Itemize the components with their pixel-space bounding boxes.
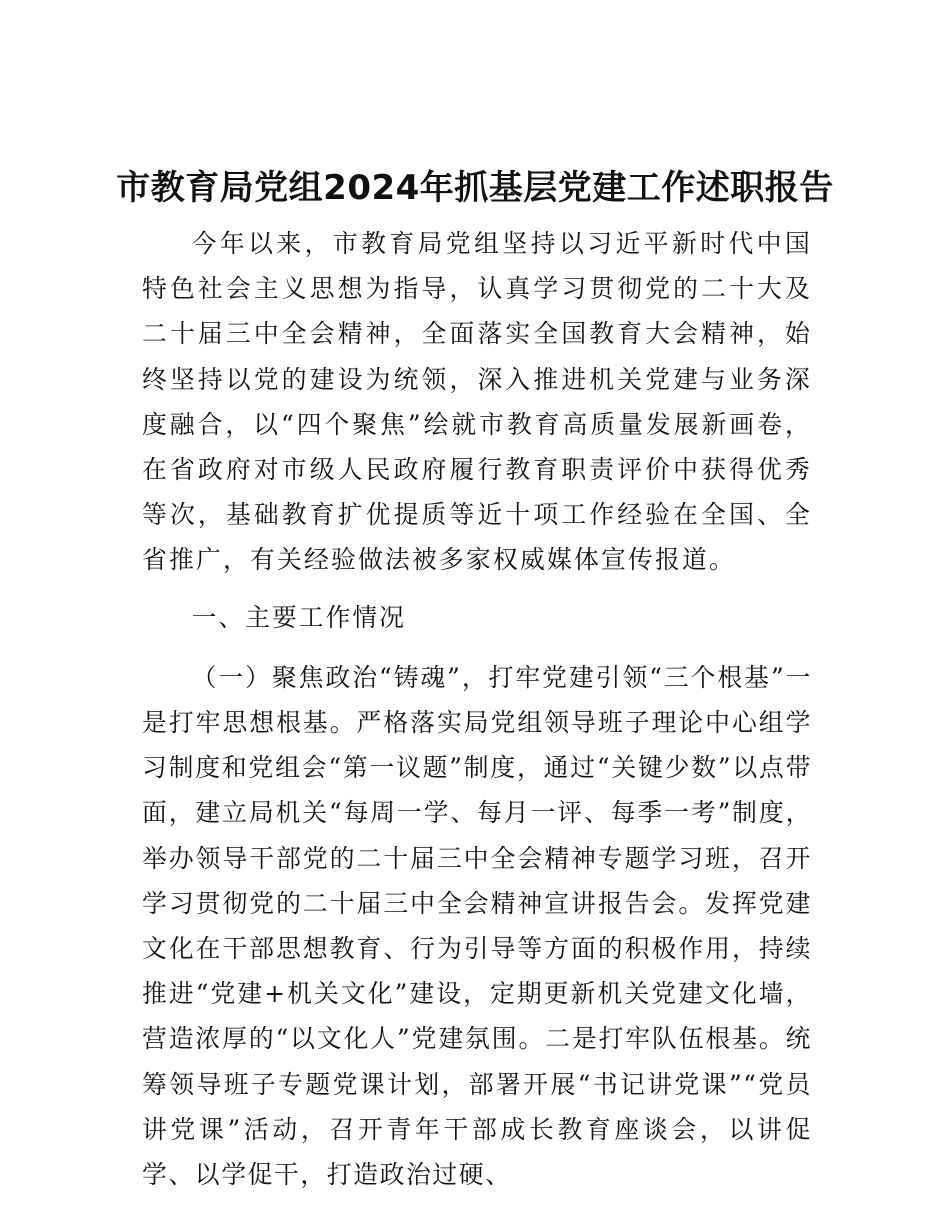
intro-paragraph: 今年以来，市教育局党组坚持以习近平新时代中国特色社会主义思想为指导，认真学习贯彻党的二十大及二十届三中全会精神，全面落实全国教育大会精神，始终坚持以党的建设为统领，深入推进机关党建与业务深度融合，以“四个聚焦”绘就市教育高质量发展新画卷，在省政府对市级人民政府履行教育职责评价中获得优秀等次，基础教育扩优提质等近十项工作经验在全国、全省推广，有关经验做法被多家权威媒体宣传报道。 — [142, 229, 812, 575]
document-body — [142, 221, 812, 1197]
subsection-paragraph: （一）聚焦政治“铸魂”，打牢党建引领“三个根基”一是打牢思想根基。严格落实局党组领导班子理论中心组学习制度和党组会“第一议题”制度，通过“关键少数”以点带面，建立局机关“每周一学、每月一评、每季一考”制度，举办领导干部党的二十届三中全会精神专题学习班，召开学习贯彻党的二十届三中全会精神宣讲报告会。发挥党建文化在干部思想教育、行为引导等方面的积极作用，持续推进“党建+机关文化”建设，定期更新机关党建文化墙，营造浓厚的“以文化人”党建氛围。二是打牢队伍根基。统筹领导班子专题党课计划，部署开展“书记讲党课”“党员讲党课”活动，召开青年干部成长教育座谈会，以讲促学、以学促干，打造政治过硬、 — [142, 662, 812, 1190]
document-title: 市教育局党组2024年抓基层党建工作述职报告 — [116, 168, 834, 208]
section-heading: 一、主要工作情况 — [191, 602, 406, 632]
